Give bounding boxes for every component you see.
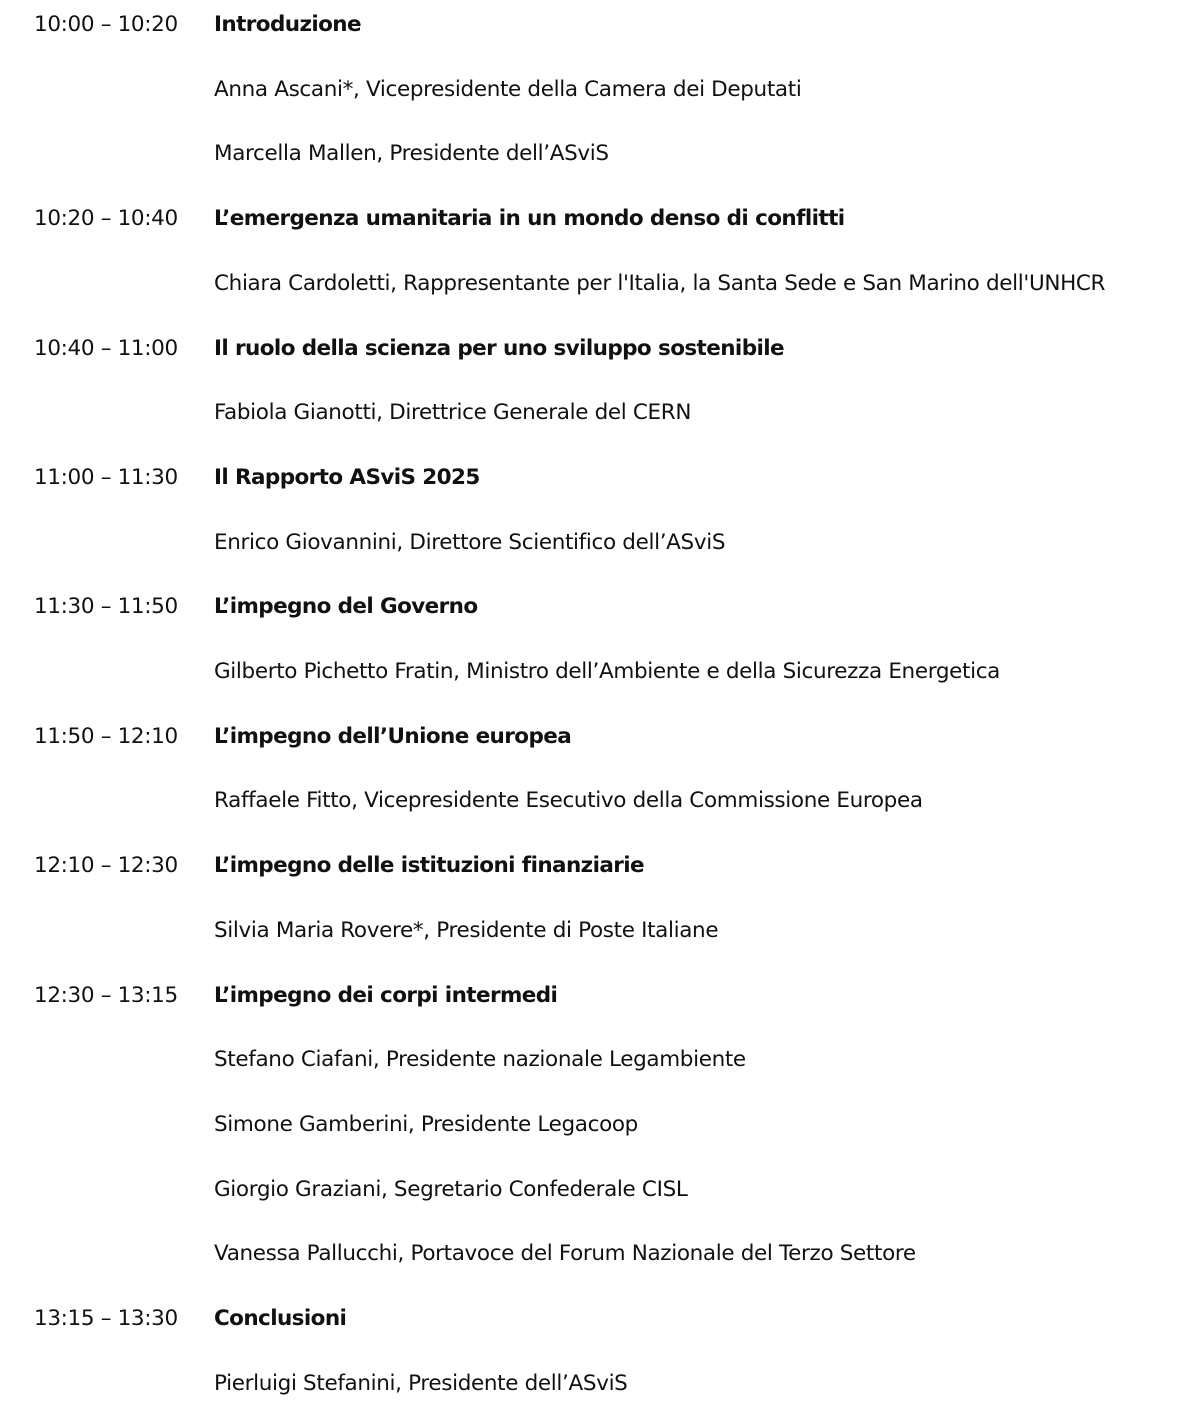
session-time: 12:30 – 13:15 [34, 982, 178, 1008]
speaker-name: Anna Ascani*, Vicepresidente della Camera dei Deputati [214, 76, 802, 102]
session-time: 10:00 – 10:20 [34, 12, 178, 37]
session-title: Il Rapporto ASviS 2025 [214, 464, 480, 490]
session-title: Il ruolo della scienza per uno sviluppo sostenibile [214, 335, 785, 361]
speaker-name: Chiara Cardoletti, Rappresentante per l'Italia, la Santa Sede e San Marino dell'UNHCR [214, 270, 1106, 296]
session-title: L’impegno dei corpi intermedi [214, 982, 558, 1008]
speaker-name: Gilberto Pichetto Fratin, Ministro dell’Ambiente e della Sicurezza Energetica [214, 659, 1000, 684]
speaker-name: Pierluigi Stefanini, Presidente dell’ASviS [214, 1370, 628, 1396]
session-title: Conclusioni [214, 1306, 347, 1331]
session-title: L’impegno dell’Unione europea [214, 723, 572, 749]
speaker-name: Enrico Giovannini, Direttore Scientifico dell’ASviS [214, 529, 726, 555]
session-title: L’impegno del Governo [214, 594, 478, 620]
speaker-name: Silvia Maria Rovere*, Presidente di Poste Italiane [214, 917, 719, 943]
session-time: 11:30 – 11:50 [34, 594, 178, 620]
session-time: 11:50 – 12:10 [34, 723, 178, 749]
session-title: L’impegno delle istituzioni finanziarie [214, 853, 645, 879]
speaker-name: Marcella Mallen, Presidente dell’ASviS [214, 141, 609, 167]
session-time: 12:10 – 12:30 [34, 853, 178, 879]
speaker-name: Simone Gamberini, Presidente Legacoop [214, 1111, 638, 1137]
speaker-name: Stefano Ciafani, Presidente nazionale Legambiente [214, 1047, 746, 1073]
session-time: 11:00 – 11:30 [34, 464, 178, 490]
session-time: 10:40 – 11:00 [34, 335, 178, 361]
speaker-name: Raffaele Fitto, Vicepresidente Esecutivo della Commissione Europea [214, 788, 923, 814]
session-title: Introduzione [214, 12, 361, 37]
speaker-name: Vanessa Pallucchi, Portavoce del Forum Nazionale del Terzo Settore [214, 1241, 916, 1267]
session-title: L’emergenza umanitaria in un mondo denso di conflitti [214, 206, 845, 232]
session-time: 10:20 – 10:40 [34, 206, 178, 232]
speaker-name: Giorgio Graziani, Segretario Confederale CISL [214, 1176, 688, 1202]
speaker-name: Fabiola Gianotti, Direttrice Generale del CERN [214, 400, 692, 426]
session-time: 13:15 – 13:30 [34, 1306, 178, 1331]
